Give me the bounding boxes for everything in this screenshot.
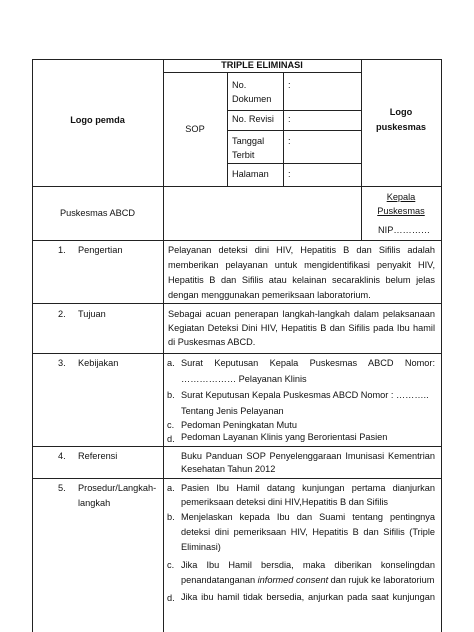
kebijakan-item-d-line1: Pedoman Layanan Klinis yang Berorientasi Pasien [181,432,388,442]
section-title-pengertian: Pengertian [78,245,123,255]
field-colon-halaman: : [288,169,291,179]
field-label-no-revisi: No. Revisi [232,114,274,124]
field-colon-tanggal-terbit: : [288,136,291,146]
section-title-kebijakan: Kebijakan [78,358,119,368]
pengertian-line-1: Pelayanan deteksi dini HIV, Hepatitis B dan Sifilis adalah [168,245,435,255]
tujuan-line-2: Kegiatan Deteksi Dini HIV, Hepatitis B dan Sifilis pada Ibu hamil [168,323,435,333]
kebijakan-item-b-prefix: b. [167,390,175,400]
row-divider-4 [32,478,441,479]
sop-label: SOP [185,124,205,134]
logo-pemda: Logo pemda [70,115,125,125]
pengertian-line-2: memberikan pelayanan untuk mengidentifikasi penyakit HIV, [168,260,435,270]
referensi-line-2: Kesehatan Tahun 2012 [181,464,276,474]
section-title-referensi: Referensi [78,451,118,461]
kebijakan-item-a-line1: Surat Keputusan Kepala Puskesmas ABCD Nomor: [181,358,435,368]
field-divider-3 [227,163,361,164]
prosedur-item-c-line2 [181,573,434,588]
prosedur-item-d-line1: Jika ibu hamil tidak bersedia, anjurkan pada saat kunjungan [181,592,435,602]
kebijakan-item-b-line2: Tentang Jenis Pelayanan [181,406,284,416]
prosedur-item-c-line2-before: penandatanganan [181,575,258,585]
document-title: TRIPLE ELIMINASI [221,60,303,70]
section-title-prosedur-2: langkah [78,498,111,508]
body-column-divider [163,240,164,632]
row-divider-2 [32,353,441,354]
tujuan-line-1: Sebagai acuan penerapan langkah-langkah dalam pelaksanaan [168,309,435,319]
header-middle-border [32,186,441,187]
prosedur-item-c-prefix: c. [167,560,175,570]
section-number-3: 3. [58,358,66,368]
prosedur-item-c-line2-after: dan rujuk ke laboratorium [328,575,435,585]
prosedur-item-a-prefix: a. [167,483,175,493]
field-label-no-dokumen-2: Dokumen [232,94,272,104]
prosedur-item-b-line1: Menjelaskan kepada Ibu dan Suami tentang pentingnya [181,512,435,522]
prosedur-item-a-line1: Pasien Ibu Hamil datang kunjungan pertama dianjurkan [181,483,435,493]
kebijakan-item-a-prefix: a. [167,358,175,368]
field-label-tanggal-terbit-2: Terbit [232,150,255,160]
section-title-prosedur: Prosedur/Langkah- [78,483,157,493]
section-number-2: 2. [58,309,66,319]
header-bottom-border [32,240,441,241]
informed-consent-text: informed consent [257,575,329,585]
pengertian-line-3: Hepatitis B dan Sifilis atau kelainan secaraklinis belum jelas [168,275,435,285]
field-colon-border [283,72,284,186]
section-number-1: 1. [58,245,66,255]
row-divider-3 [32,446,441,447]
header-divider-left [163,59,164,240]
prosedur-item-b-line3: Eliminasi) [181,542,221,552]
kebijakan-item-c-prefix: c. [167,420,175,430]
tujuan-line-3: di Puskesmas ABCD. [168,337,256,347]
field-divider-2 [227,130,361,131]
kebijakan-item-d-prefix: d. [167,434,175,444]
field-colon-no-dokumen: : [288,80,291,90]
section-number-4: 4. [58,451,66,461]
prosedur-item-b-prefix: b. [167,512,175,522]
field-colon-no-revisi: : [288,114,291,124]
field-label-left-border [227,72,228,186]
section-title-tujuan: Tujuan [78,309,106,319]
field-label-no-dokumen: No. [232,80,247,90]
field-label-halaman: Halaman [232,169,269,179]
pengertian-line-4: dengan menggunakan pemeriksaan laboratorium. [168,290,371,300]
field-divider-1 [227,110,361,111]
prosedur-item-b-line2: deteksi dini pemeriksaan HIV, Hepatitis B dan Sifilis (Triple [181,527,435,537]
referensi-line-1: Buku Panduan SOP Penyelenggaraan Imunisasi Kementrian [181,451,435,461]
nip-label: NIP………… [378,225,431,235]
kebijakan-item-a-line2: ……………… Pelayanan Klinis [181,374,307,384]
row-divider-1 [32,303,441,304]
section-number-5: 5. [58,483,66,493]
kepala-puskesmas-line1: Kepala [386,192,416,202]
kebijakan-item-c-line1: Pedoman Peningkatan Mutu [181,420,297,430]
prosedur-item-d-prefix: d. [167,593,175,603]
logo-puskesmas-line1: Logo [389,107,413,117]
puskesmas-name: Puskesmas ABCD [59,208,136,218]
kepala-puskesmas-line2: Puskesmas [377,206,425,216]
left-border [32,59,33,632]
kebijakan-item-b-line1: Surat Keputusan Kepala Puskesmas ABCD Nomor : ……….. [181,390,429,400]
field-label-tanggal-terbit: Tanggal [232,136,265,146]
logo-puskesmas-line2: puskesmas [375,122,427,132]
prosedur-item-a-line2: pemeriksaan deteksi dini HIV,Hepatitis B dan Sifilis [181,497,388,507]
prosedur-item-c-line1: Jika Ibu Hamil bersdia, maka diberikan konselingdan [181,560,435,570]
right-border [441,59,442,632]
